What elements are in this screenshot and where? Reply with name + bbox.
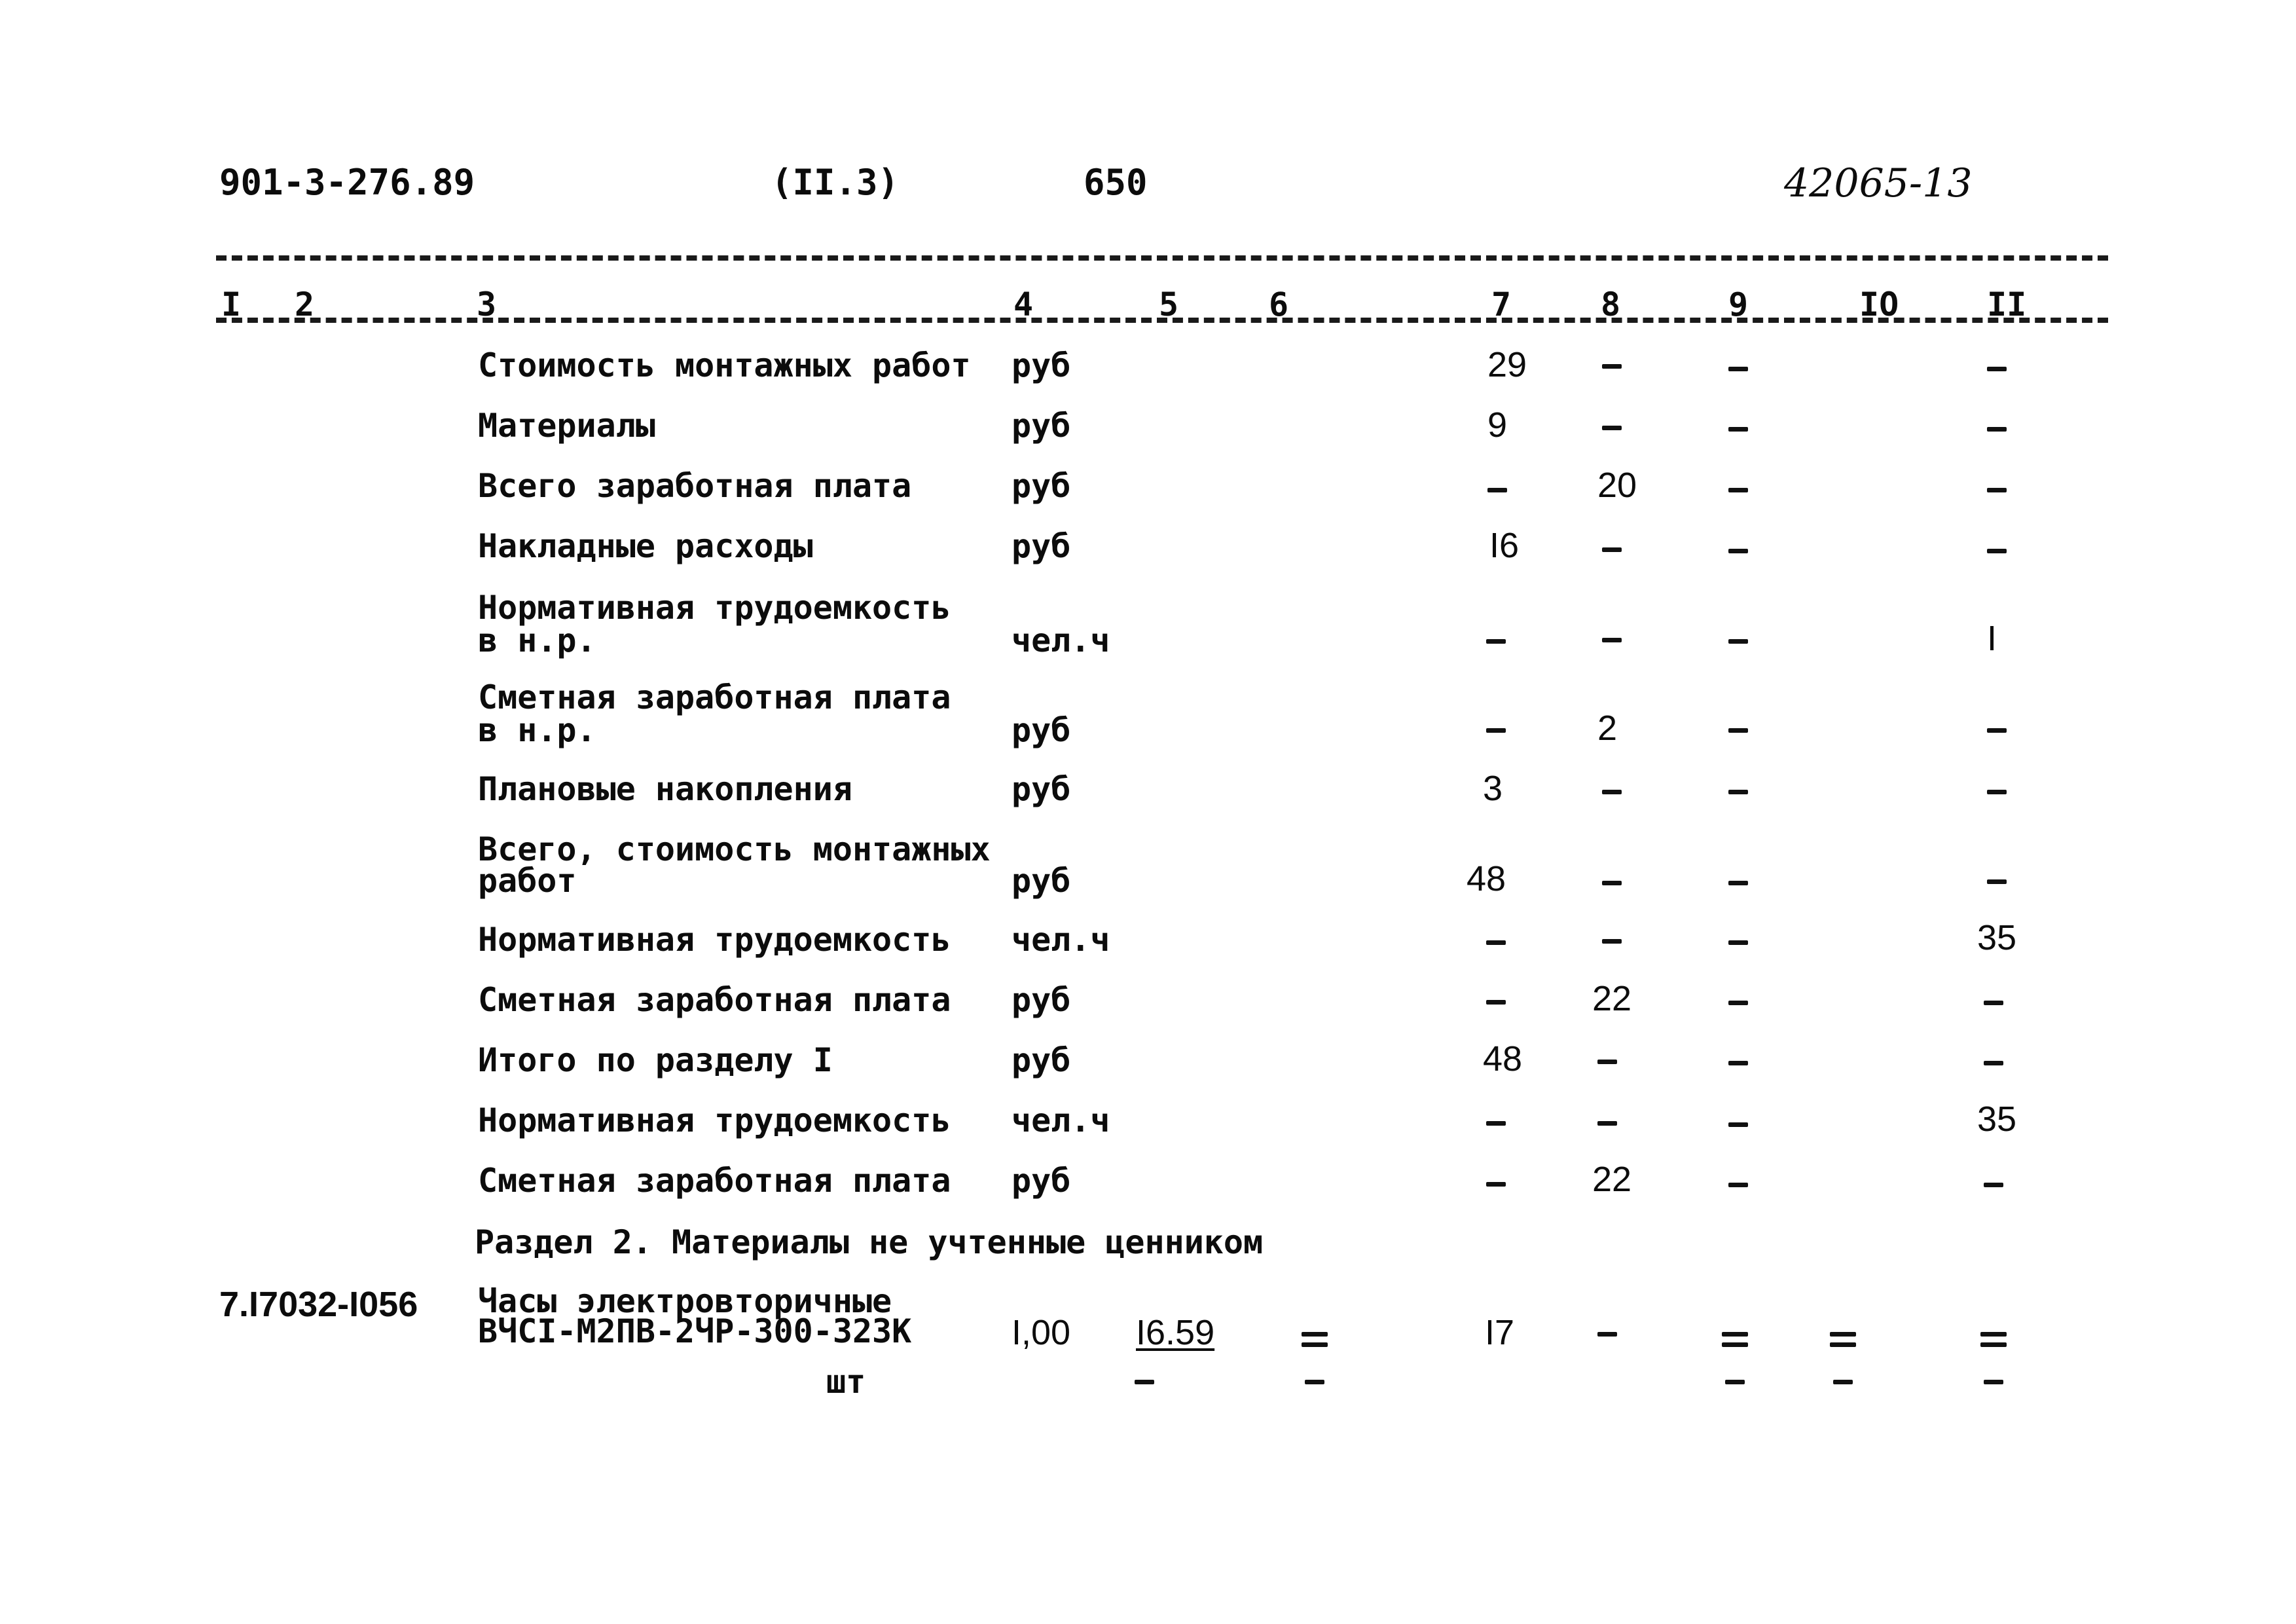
item-col10-dash-top [1830, 1332, 1856, 1337]
col-4: 4 [1013, 286, 1034, 323]
row-col8-dash [1602, 364, 1622, 369]
row-col11-dash [1987, 367, 2007, 371]
row-col11-dash [1987, 790, 2007, 794]
row-label: Плановые накопления [478, 770, 852, 808]
row-label: Стоимость монтажных работ [478, 346, 971, 384]
row-col7-dash [1486, 940, 1506, 945]
row-col11-dash [1987, 488, 2007, 492]
row-label: Нормативная трудоемкость [478, 589, 951, 627]
row-col9-dash [1728, 728, 1748, 733]
section-number: (II.3) [771, 162, 900, 203]
col-10: IO [1859, 286, 1899, 323]
row-col7: I6 [1489, 526, 1520, 565]
col-5: 5 [1159, 286, 1179, 323]
unit-col5-dash [1135, 1380, 1154, 1384]
row-col7: 48 [1467, 859, 1506, 898]
row-label: Сметная заработная плата [478, 981, 951, 1019]
row-label: Накладные расходы [478, 527, 813, 565]
row-col7: 9 [1487, 405, 1508, 445]
row-col11: 35 [1977, 918, 2017, 957]
row-col11-dash [1987, 549, 2007, 553]
unit-col10-dash [1833, 1380, 1853, 1384]
row-col9-dash [1728, 427, 1748, 432]
item-col11-dash-bottom [1980, 1342, 2007, 1347]
row-col11-dash [1984, 1061, 2003, 1065]
row-label: Нормативная трудоемкость [478, 921, 951, 959]
row-unit: руб [1011, 407, 1071, 445]
row-col9-dash [1728, 488, 1748, 492]
item-name: Часы электровторичные [478, 1282, 892, 1320]
row-label-cont: работ [478, 862, 577, 900]
row-col7-dash [1486, 1000, 1506, 1005]
item-col9-dash-top [1722, 1332, 1748, 1337]
col-11: II [1987, 286, 2027, 323]
col-2: 2 [295, 286, 315, 323]
row-col8: 20 [1597, 466, 1637, 505]
row-col8-dash [1597, 1121, 1617, 1126]
row-col11-dash [1987, 728, 2007, 733]
col-3: 3 [477, 286, 497, 323]
col-6: 6 [1269, 286, 1289, 323]
row-label: Итого по разделу I [478, 1041, 833, 1079]
row-col11-dash [1984, 1001, 2003, 1005]
row-col7-dash [1486, 728, 1506, 733]
row-col8-dash [1597, 1060, 1617, 1064]
row-col9-dash [1728, 367, 1748, 371]
row-col8-dash [1602, 638, 1622, 642]
unit-col9-dash [1725, 1380, 1745, 1384]
row-col7-dash [1486, 1182, 1506, 1187]
unit-col6-dash [1305, 1380, 1324, 1384]
row-col9-dash [1728, 549, 1748, 553]
row-col8-dash [1602, 426, 1622, 430]
row-label: Сметная заработная плата [478, 1162, 951, 1200]
item-col10-dash-bottom [1830, 1342, 1856, 1347]
row-col8: 22 [1592, 1160, 1632, 1199]
row-col9-dash [1728, 1061, 1748, 1065]
item-col6-dash-bottom [1302, 1342, 1328, 1347]
row-col8-dash [1602, 939, 1622, 944]
row-col7-dash [1486, 1121, 1506, 1126]
item-model: ВЧСI-М2ПВ-2ЧР-300-323К [478, 1312, 912, 1350]
row-col7-dash [1486, 639, 1506, 644]
unit-col11-dash [1984, 1380, 2003, 1384]
col-1: I [221, 286, 242, 323]
item-code: 7.I7032-I056 [219, 1285, 418, 1324]
item-col9-dash-bottom [1722, 1342, 1748, 1347]
section-2-title: Раздел 2. Материалы не учтенные ценником [475, 1223, 1264, 1261]
row-col8-dash [1602, 547, 1622, 552]
row-label-cont: в н.р. [478, 711, 596, 749]
row-unit: руб [1011, 1041, 1071, 1079]
row-col8: 2 [1597, 709, 1618, 748]
item-quantity: I,00 [1011, 1313, 1071, 1352]
row-unit: руб [1011, 981, 1071, 1019]
row-col7-dash [1487, 488, 1507, 492]
col-9: 9 [1728, 286, 1749, 323]
row-col9-dash [1728, 1183, 1748, 1187]
row-col8: 22 [1592, 979, 1632, 1018]
row-col9-dash [1728, 1001, 1748, 1005]
row-unit: руб [1011, 711, 1071, 749]
row-col8-dash [1602, 881, 1622, 885]
row-label: Сметная заработная плата [478, 678, 951, 716]
row-col11: 35 [1977, 1099, 2017, 1139]
row-col9-dash [1728, 790, 1748, 794]
item-col8-dash [1597, 1332, 1617, 1337]
page-number: 650 [1084, 162, 1148, 203]
item-col7: I7 [1485, 1313, 1515, 1352]
row-col9-dash [1728, 940, 1748, 945]
row-label: Всего заработная плата [478, 467, 912, 505]
item-price: I6.59 [1136, 1313, 1215, 1352]
row-label: Всего, стоимость монтажных [478, 830, 991, 868]
row-unit: руб [1011, 346, 1071, 384]
item-unit: шт [826, 1363, 866, 1401]
handwritten-archive-number: 42065-13 [1784, 160, 1973, 206]
row-col7: 29 [1487, 345, 1527, 384]
top-rule [216, 255, 2108, 261]
row-label-cont: в н.р. [478, 621, 596, 659]
row-label: Нормативная трудоемкость [478, 1101, 951, 1139]
item-col11-dash-top [1980, 1332, 2007, 1337]
row-col11-dash [1984, 1183, 2003, 1187]
row-unit: руб [1011, 467, 1071, 505]
row-col8-dash [1602, 790, 1622, 794]
row-unit: чел.ч [1011, 1101, 1110, 1139]
row-col9-dash [1728, 1122, 1748, 1127]
row-col11: I [1987, 619, 1997, 658]
row-col7: 48 [1483, 1039, 1523, 1079]
row-unit: чел.ч [1011, 621, 1110, 659]
row-col9-dash [1728, 639, 1748, 644]
row-col7: 3 [1483, 769, 1503, 808]
row-unit: руб [1011, 1162, 1071, 1200]
row-label: Материалы [478, 407, 655, 445]
row-unit: чел.ч [1011, 921, 1110, 959]
row-col11-dash [1987, 427, 2007, 432]
row-col9-dash [1728, 881, 1748, 885]
col-7: 7 [1491, 286, 1512, 323]
row-unit: руб [1011, 862, 1071, 900]
col-8: 8 [1601, 286, 1621, 323]
row-unit: руб [1011, 770, 1071, 808]
row-col11-dash [1987, 879, 2007, 884]
document-code: 901-3-276.89 [219, 162, 475, 203]
row-unit: руб [1011, 527, 1071, 565]
item-col6-dash-top [1302, 1332, 1328, 1337]
